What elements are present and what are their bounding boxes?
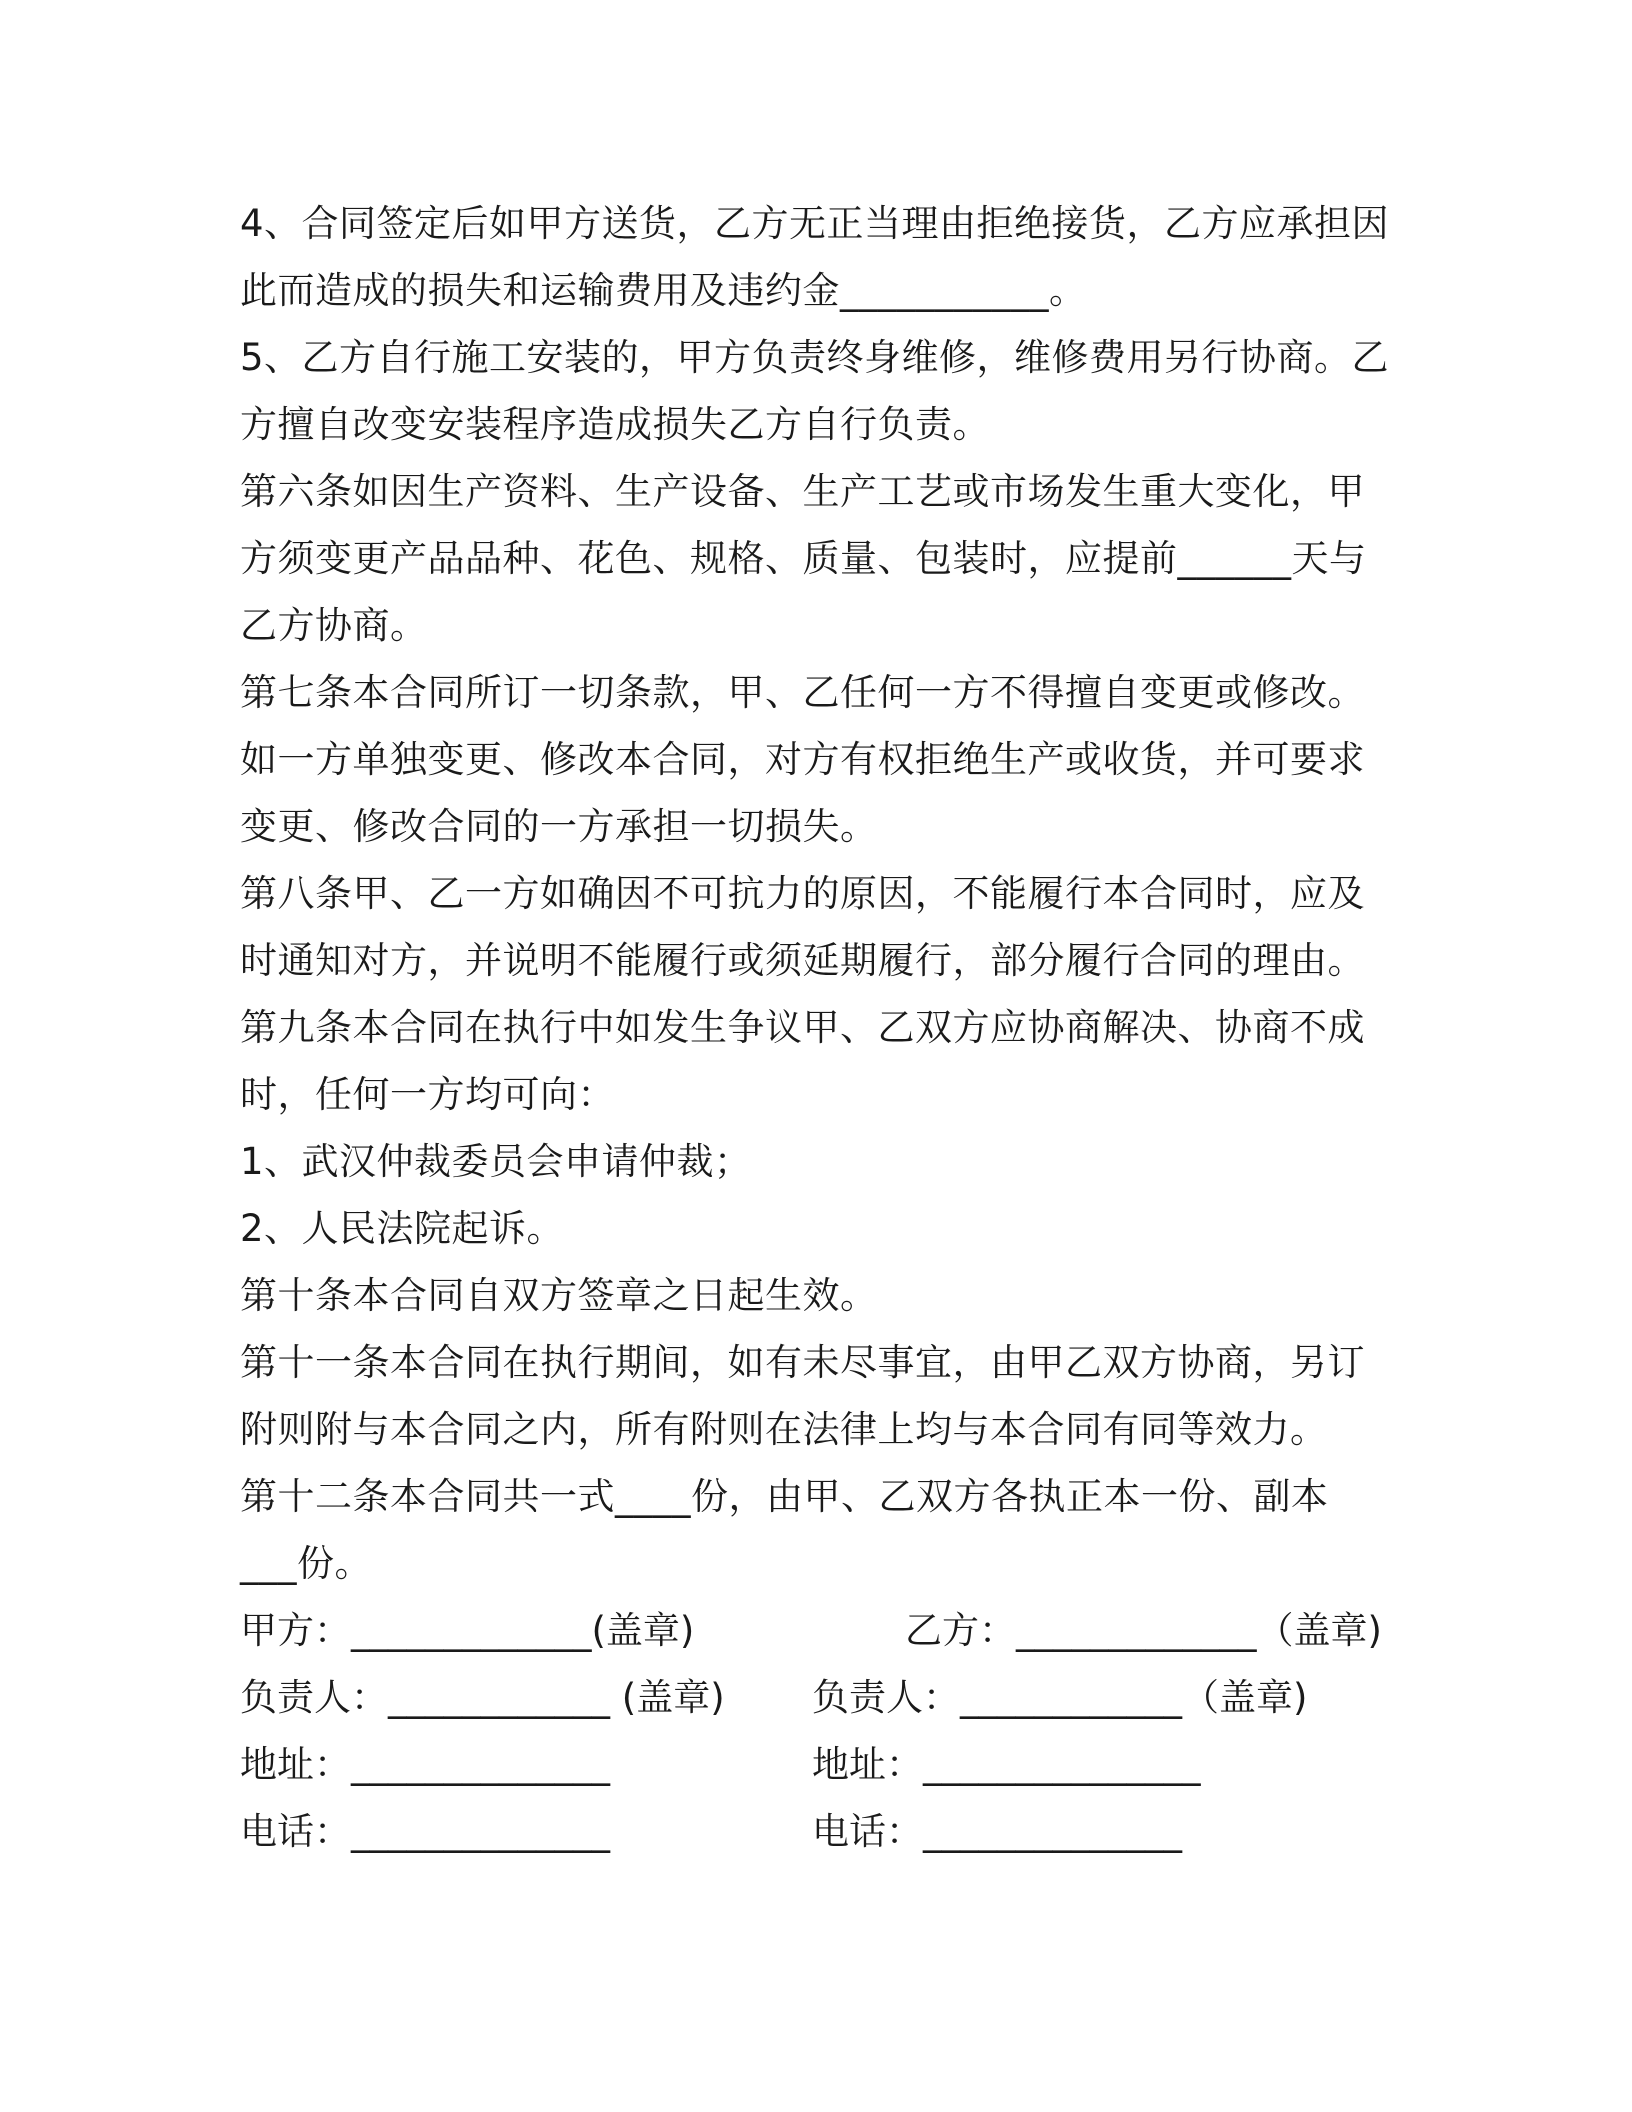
clause-line: 第十二条本合同共一式____份，由甲、乙双方各执正本一份、副本 bbox=[240, 1475, 1329, 1518]
clause-line: 时通知对方，并说明不能履行或须延期履行，部分履行合同的理由。 bbox=[240, 939, 1365, 982]
clause-line: 方擅自改变安装程序造成损失乙方自行负责。 bbox=[240, 403, 990, 446]
clause-line: 2、人民法院起诉。 bbox=[240, 1207, 565, 1250]
clause-line: 如一方单独变更、修改本合同，对方有权拒绝生产或收货，并可要求 bbox=[240, 738, 1365, 781]
party-b-field: 乙方：_____________（盖章) bbox=[905, 1609, 1382, 1652]
address-b-field: 地址：_______________ bbox=[812, 1743, 1201, 1786]
person-b-field: 负责人：____________（盖章) bbox=[812, 1676, 1308, 1719]
clause-line: 5、乙方自行施工安装的，甲方负责终身维修，维修费用另行协商。乙 bbox=[240, 336, 1390, 379]
contract-body bbox=[240, 190, 1390, 1865]
party-a-field: 甲方：_____________(盖章) bbox=[240, 1609, 695, 1652]
clause-line: 第九条本合同在执行中如发生争议甲、乙双方应协商解决、协商不成 bbox=[240, 1006, 1365, 1049]
signature-row-person bbox=[240, 1664, 1390, 1731]
clause-line: 1、武汉仲裁委员会申请仲裁； bbox=[240, 1140, 752, 1183]
clause-line: 第十一条本合同在执行期间，如有未尽事宜，由甲乙双方协商，另订 bbox=[240, 1341, 1365, 1384]
clause-line: 第六条如因生产资料、生产设备、生产工艺或市场发生重大变化，甲 bbox=[240, 470, 1365, 513]
person-a-field: 负责人：____________ (盖章) bbox=[240, 1676, 725, 1719]
clause-line: 第七条本合同所订一切条款，甲、乙任何一方不得擅自变更或修改。 bbox=[240, 671, 1365, 714]
address-a-field: 地址：______________ bbox=[240, 1743, 610, 1786]
signature-row-party bbox=[240, 1597, 1390, 1664]
clause-line: 第八条甲、乙一方如确因不可抗力的原因，不能履行本合同时，应及 bbox=[240, 872, 1365, 915]
phone-a-field: 电话：______________ bbox=[240, 1810, 610, 1853]
clause-line: ___份。 bbox=[240, 1542, 372, 1585]
signature-row-phone bbox=[240, 1798, 1390, 1865]
clause-line: 附则附与本合同之内，所有附则在法律上均与本合同有同等效力。 bbox=[240, 1408, 1328, 1451]
clause-line: 变更、修改合同的一方承担一切损失。 bbox=[240, 805, 878, 848]
phone-b-field: 电话：______________ bbox=[812, 1810, 1182, 1853]
signature-row-address bbox=[240, 1731, 1390, 1798]
clause-line: 时，任何一方均可向： bbox=[240, 1073, 615, 1116]
clause-line: 第十条本合同自双方签章之日起生效。 bbox=[240, 1274, 878, 1317]
clause-line: 4、合同签定后如甲方送货，乙方无正当理由拒绝接货，乙方应承担因 bbox=[240, 202, 1390, 245]
clause-line: 乙方协商。 bbox=[240, 604, 428, 647]
clause-line: 方须变更产品品种、花色、规格、质量、包装时，应提前______天与 bbox=[240, 537, 1367, 580]
clause-line: 此而造成的损失和运输费用及违约金___________。 bbox=[240, 269, 1087, 312]
